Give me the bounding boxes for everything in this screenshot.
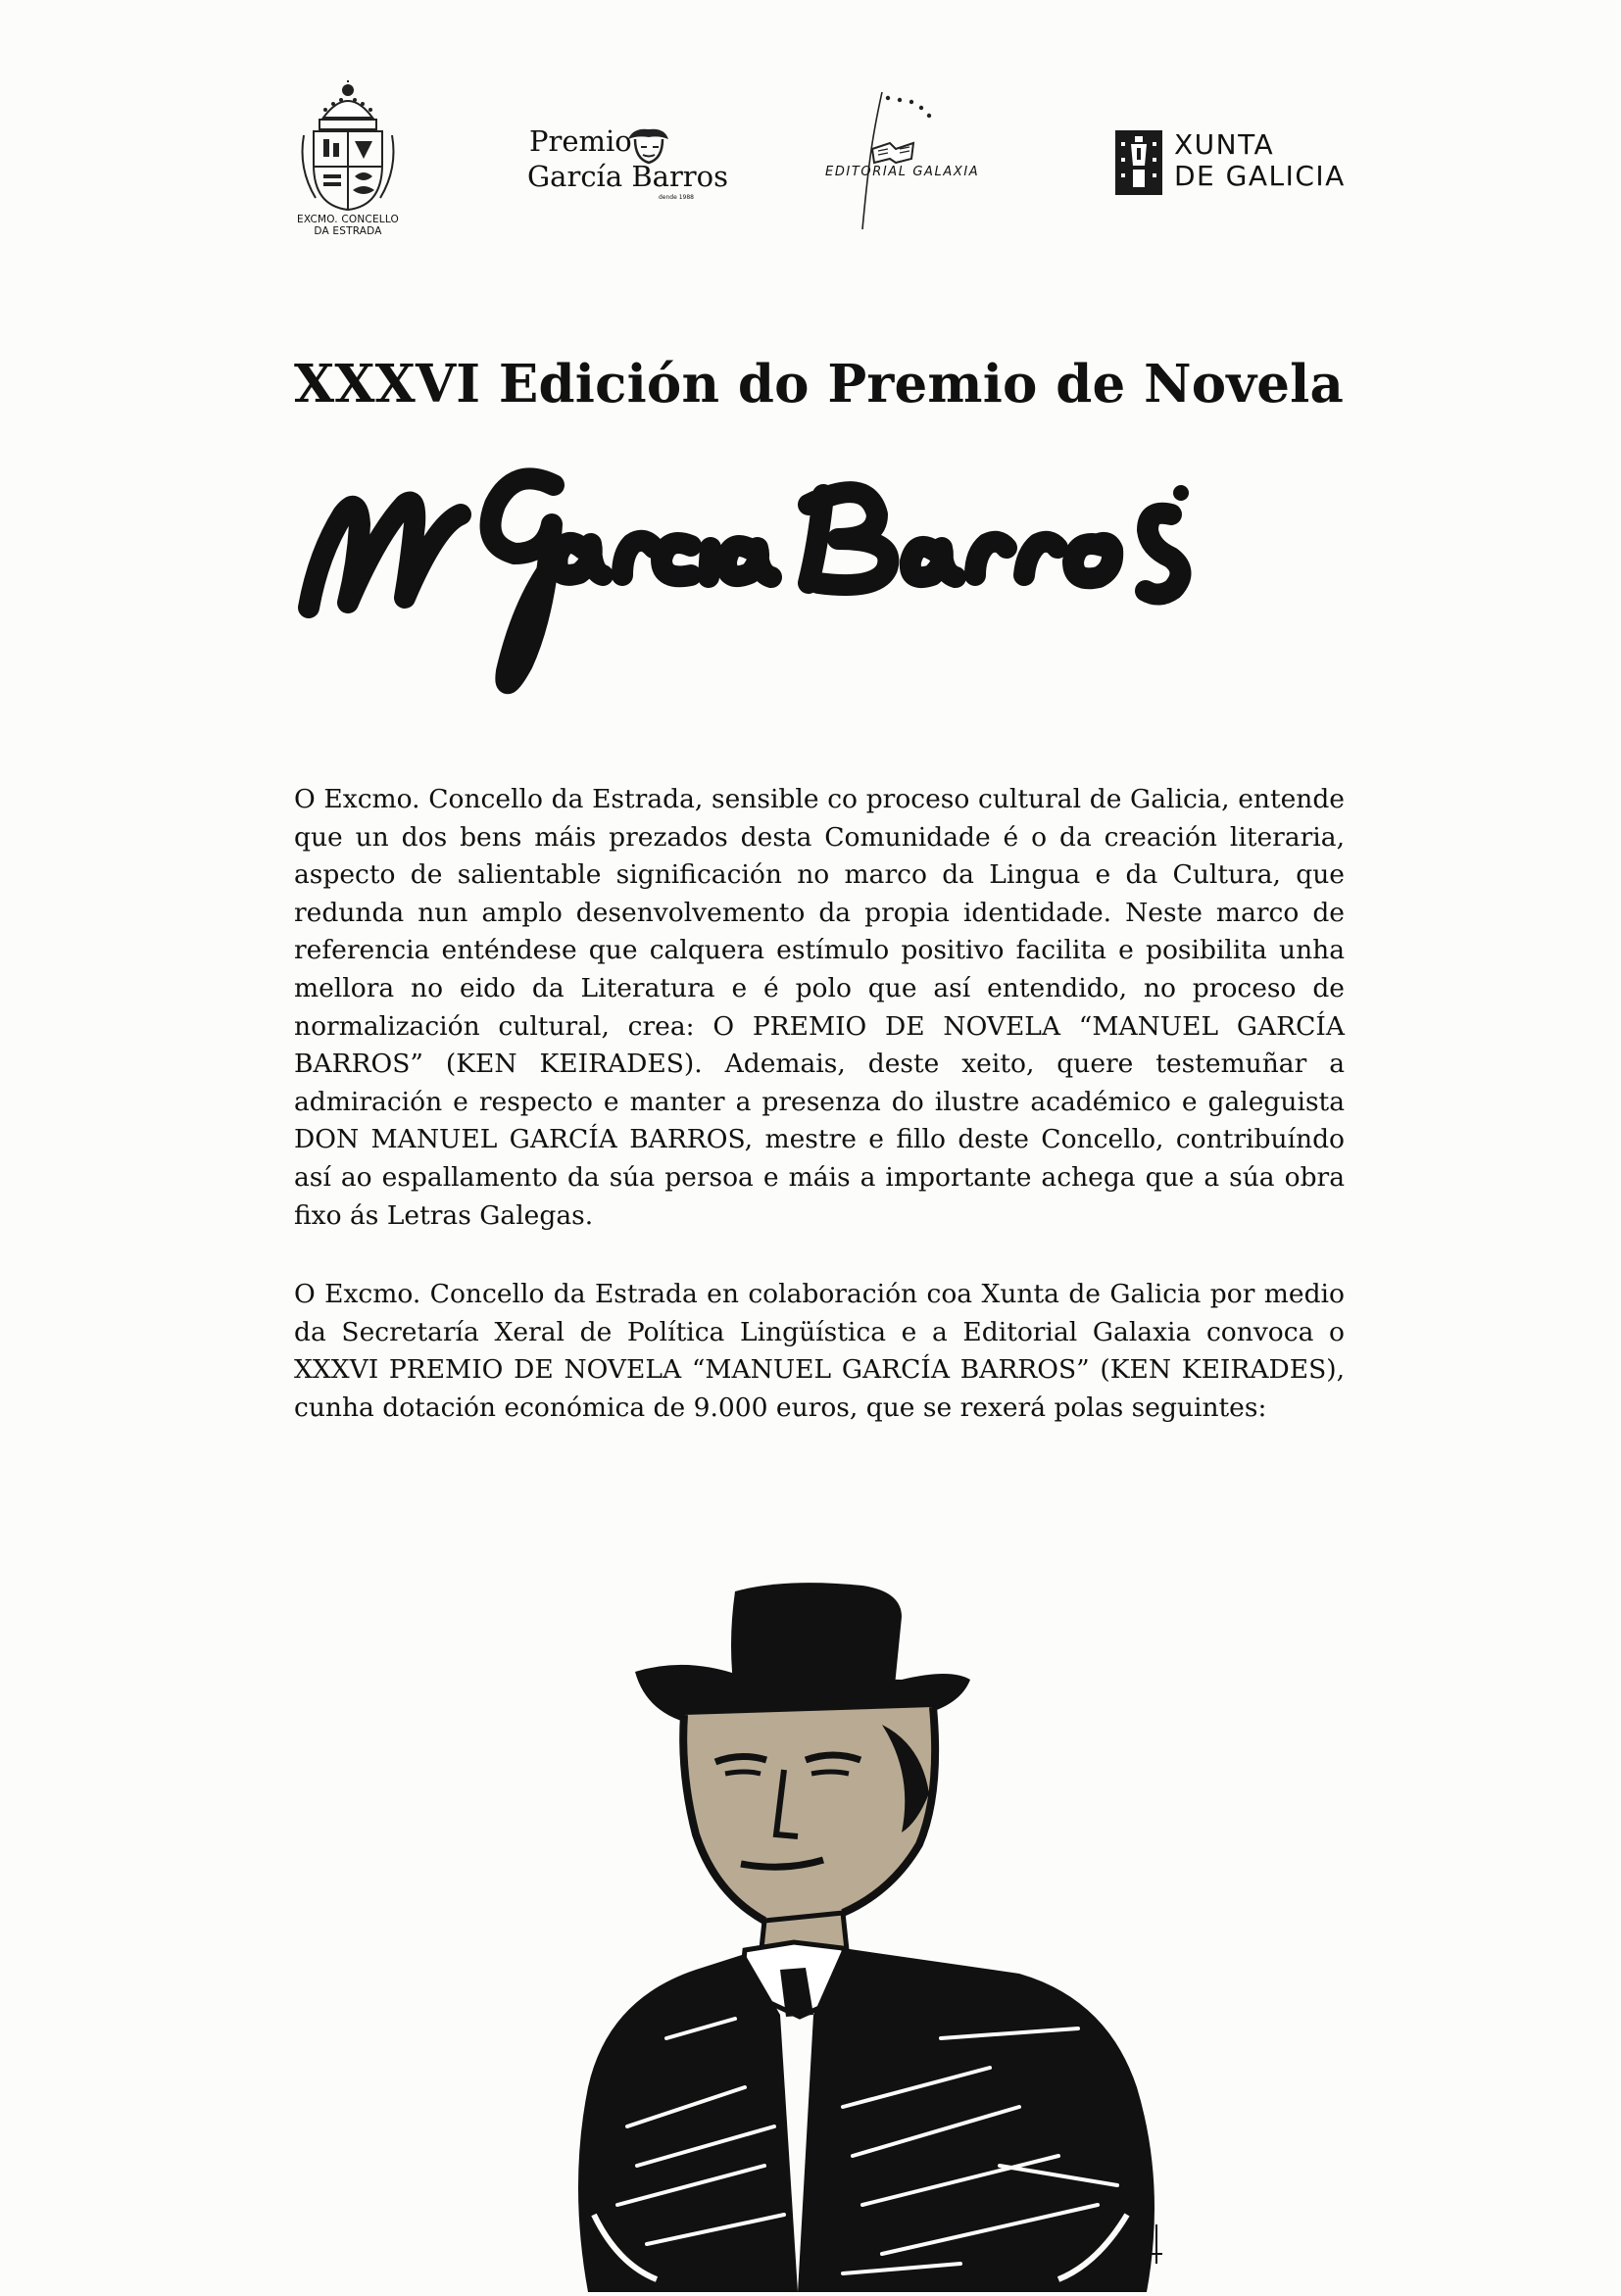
concello-caption (294, 214, 402, 237)
premio-garcia-barros-logo (525, 124, 729, 204)
premio-logo-since: dende 1988 (659, 194, 694, 201)
premio-logo-line2: García Barros (527, 160, 729, 193)
coat-of-arms-icon (294, 80, 402, 212)
handwritten-signature (289, 446, 1348, 710)
concello-logo (294, 80, 402, 242)
xunta-line1: XUNTA (1174, 128, 1275, 161)
body-paragraph-1: O Excmo. Concello da Estrada, sensible co proceso cultural de Galicia, entende que un dos bens máis prezados desta Comunidade é o da creación literaria, aspecto de salientable significación no marco da Lingua e da Cultura, que redunda nun amplo desenvolvemento da propia identidade. Neste marco de referencia enténdese que calquera estímulo positivo facilita e posibilita unha mellora no eido da Literatura e é polo que así entendido, no proceso de normalización cultural, crea: O PREMIO DE NOVELA “MANUEL GARCÍA BARROS” (KEN KEIRADES). Ademais, deste xeito, quere testemuñar a admiración e respecto e manter a presenza do ilustre académico e galeguista DON MANUEL GARCÍA BARROS, mestre e fillo deste Concello, contribuíndo así ao espallamento da súa persoa e máis a importante achega que a súa obra fixo ás Letras Galegas. (294, 784, 1345, 1231)
editorial-galaxia-logo (821, 88, 978, 235)
stars-and-book-icon (821, 88, 978, 235)
body-paragraph-2: O Excmo. Concello da Estrada en colaboración coa Xunta de Galicia por medio da Secretaría Xeral de Política Lingüística e a Editorial Galaxia convoca o XXXVI PREMIO DE NOVELA “MANUEL GARCÍA BARROS” (KEN KEIRADES), cunha dotación económica de 9.000 euros, que se rexerá polas seguintes: (294, 1279, 1345, 1423)
portrait-illustration (549, 1578, 1176, 2292)
man-in-hat-icon (549, 1578, 1176, 2292)
xunta-line2: DE GALICIA (1174, 160, 1346, 192)
concello-caption-line1: EXCMO. CONCELLO (297, 214, 399, 225)
xunta-de-galicia-logo (1115, 127, 1351, 196)
galicia-emblem-icon (1115, 130, 1162, 195)
concello-caption-line2: DA ESTRADA (314, 225, 382, 237)
logo-bar (0, 0, 1621, 255)
portrait-sketch-icon (623, 125, 672, 165)
premio-logo-line1: Premio (529, 124, 632, 158)
galaxia-wordmark: EDITORIAL GALAXIA (825, 165, 980, 179)
page-title: XXXVI Edición do Premio de Novela (294, 354, 1345, 415)
